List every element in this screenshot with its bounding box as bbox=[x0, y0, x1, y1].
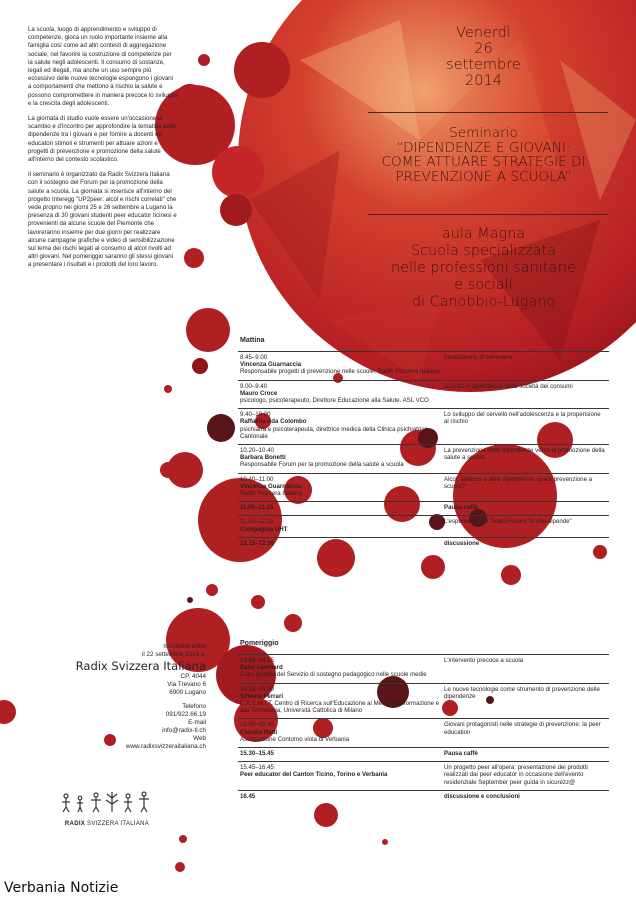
bubble bbox=[175, 862, 185, 872]
divider bbox=[368, 112, 608, 113]
registration-city: 6900 Lugano bbox=[169, 689, 206, 696]
schedule-row bbox=[238, 352, 609, 381]
speaker-role: Radix Svizzera Italiana bbox=[240, 490, 302, 498]
schedule-time: 8.45–9.00 bbox=[240, 354, 268, 361]
intro-paragraph: Il seminario è organizzato da Radix Svizzera Italiana con il sostegno del Forum per la promozione della salute a scuola. La giornata si inserisce all'interno del progetto Interegg "UP2peer: alcol e rischi correlati" che vede proprio nei giorni 25 e 26 settembre a Lugano la presenza di 30 giovani studenti peer educator ticinesi e provenienti da alcune scuole del Piemonte che lavoreranno insieme per due giorni per realizzare alcune campagne grafiche e video di sensibilizzazione sul tema dei rischi legati al consumo di alcol rivolti ad altri giovani. Nel pomeriggio saranno gli stessi giovani a presentare i risultati e i prodotti del loro lavoro. bbox=[28, 171, 177, 269]
session-topic: Giovani e dipendenze nella società dei consumi bbox=[444, 382, 573, 390]
venue-line: nelle professioni sanitarie bbox=[390, 260, 576, 276]
schedule-topic-cell bbox=[442, 719, 609, 748]
bubble bbox=[184, 248, 204, 268]
schedule-speaker-cell bbox=[238, 655, 442, 684]
web-label: Web bbox=[193, 735, 206, 742]
source-credit: Verbania Notizie bbox=[4, 880, 119, 896]
schedule-time: 12.15–12.30 bbox=[240, 539, 274, 547]
schedule-speaker-cell bbox=[238, 473, 442, 502]
schedule-time: 10.40–11.00 bbox=[240, 475, 274, 483]
session-topic: Pausa caffè bbox=[444, 504, 478, 512]
schedule-row bbox=[238, 380, 609, 409]
speaker-role: psicologo, psicoterapeuto, Direttore Educazione alla Salute. ASL VCO bbox=[240, 397, 429, 405]
bubble bbox=[220, 194, 252, 226]
registration-info bbox=[36, 643, 206, 751]
schedule-speaker-cell bbox=[238, 502, 442, 516]
schedule-row bbox=[238, 790, 609, 804]
schedule-row bbox=[238, 537, 609, 551]
schedule-time: 9.40–10.20 bbox=[240, 411, 271, 419]
schedule-row bbox=[238, 473, 609, 502]
schedule-topic-cell bbox=[442, 790, 609, 804]
schedule-topic-cell bbox=[442, 445, 609, 474]
session-topic: Le nuove tecnologie come strumento di prevenzione delle dipendenze bbox=[444, 685, 600, 700]
schedule-time: 14.15–15.00 bbox=[240, 685, 274, 693]
divider bbox=[368, 214, 608, 215]
schedule-time: 11.00–11.15 bbox=[240, 504, 274, 512]
bubble bbox=[198, 54, 210, 66]
venue-line: e sociali bbox=[454, 277, 513, 293]
bubble bbox=[0, 700, 16, 724]
speaker-role: Responsabile Forum per la promozione della salute a scuola bbox=[240, 461, 404, 469]
venue-line: Scuola specializzata bbox=[411, 243, 556, 259]
schedule-speaker-cell bbox=[238, 683, 442, 719]
intro-paragraph: La scuola, luogo di apprendimento e sviluppo di competenze, gioca un ruolo importante insieme alla famiglia così come ad altri contesti di aggregazione sociale, nel favorire la costruzione di competenze per la salute negli adolescenti. Il consumo di sostanze, legali ed illegali, ma anche un uso sempre più eccessivo delle nuove tecnologie espongono i giovani a comportamenti che mettono a rischio la salute e possono compromettere in maniera precoce lo sviluppo e la crescita degli adolescenti. bbox=[28, 26, 178, 107]
session-topic: Pausa caffè bbox=[444, 750, 478, 758]
schedule-topic-cell bbox=[442, 502, 609, 516]
bubble bbox=[234, 42, 290, 98]
schedule-speaker-cell bbox=[238, 445, 442, 474]
bubble bbox=[167, 452, 203, 488]
people-tree-icon bbox=[52, 788, 162, 814]
bubble bbox=[209, 421, 227, 439]
schedule-speaker-cell bbox=[238, 516, 442, 537]
tel-label: Telefono bbox=[182, 703, 206, 710]
schedule-speaker-cell bbox=[238, 719, 442, 748]
schedule-speaker-cell bbox=[238, 380, 442, 409]
email-label: E-mail bbox=[188, 719, 206, 726]
bubble bbox=[501, 565, 521, 585]
radix-logo bbox=[52, 788, 162, 827]
seminar-title-line: COME ATTUARE STRATEGIE DI bbox=[381, 154, 586, 170]
schedule-time: 10.20–10.40 bbox=[240, 447, 274, 455]
session-topic: discussione e conclusioni bbox=[444, 792, 520, 800]
speaker-name: Vincenza Guarnaccia bbox=[240, 361, 302, 369]
logo-text-bold: RADIX bbox=[64, 821, 86, 827]
schedule-row bbox=[238, 655, 609, 684]
bubble bbox=[206, 584, 218, 596]
date-month: settembre bbox=[446, 57, 521, 73]
date-number: 26 bbox=[474, 41, 493, 57]
session-topic: Alcol, tabacco e altre dipendenze: quale prevenzione a scuola? bbox=[444, 475, 593, 490]
logo-text-rest: SVIZZERA ITALIANA bbox=[85, 821, 150, 827]
date-year: 2014 bbox=[465, 73, 502, 89]
venue-line: di Canobbio-Lugano bbox=[411, 294, 556, 310]
session-topic: L'esperienza del Teatro Forum "di che dipende" bbox=[444, 518, 572, 526]
section-afternoon: Pomeriggio bbox=[240, 640, 279, 647]
schedule-row bbox=[238, 516, 609, 537]
schedule-afternoon bbox=[238, 654, 609, 804]
speaker-role: psichiatra e psicoterapeuta, direttrice medica della Clinica psichiatrica Cantonale bbox=[240, 425, 428, 440]
schedule-time: 15.45–16.45 bbox=[240, 764, 274, 772]
bubble bbox=[164, 385, 172, 393]
speaker-name: Barbara Bonetti bbox=[240, 454, 286, 462]
schedule-time: 15.00–15.30 bbox=[240, 721, 274, 729]
schedule-row bbox=[238, 502, 609, 516]
schedule-speaker-cell bbox=[238, 748, 442, 762]
schedule-row bbox=[238, 683, 609, 719]
schedule-time: 13.45–14.15 bbox=[240, 657, 274, 664]
bubble bbox=[212, 146, 264, 198]
speaker-name: Claudia Ratti bbox=[240, 728, 278, 736]
schedule-time: 9.00–9.40 bbox=[240, 382, 268, 390]
schedule-speaker-cell bbox=[238, 409, 442, 445]
schedule-topic-cell bbox=[442, 537, 609, 551]
session-topic: Lo sviluppo del cervello nell'adolescenza e la propensione al rischio bbox=[444, 411, 601, 426]
bubble bbox=[284, 614, 302, 632]
web-link[interactable]: www.radixsvizzeraitaliana.ch bbox=[125, 743, 206, 750]
schedule-topic-cell bbox=[442, 380, 609, 409]
schedule-topic-cell bbox=[442, 748, 609, 762]
schedule-topic-cell bbox=[442, 655, 609, 684]
schedule-topic-cell bbox=[442, 409, 609, 445]
bubble bbox=[192, 358, 208, 374]
schedule-speaker-cell bbox=[238, 537, 442, 551]
event-date bbox=[361, 25, 606, 89]
schedule-topic-cell bbox=[442, 473, 609, 502]
email-link[interactable]: info@radix-ti.ch bbox=[162, 727, 206, 734]
registration-cp: CP. 4044 bbox=[180, 673, 206, 680]
schedule-topic-cell bbox=[442, 516, 609, 537]
schedule-time: 15.30–15.45 bbox=[240, 750, 274, 758]
schedule-row bbox=[238, 762, 609, 791]
bubble bbox=[382, 839, 388, 845]
speaker-role: Capo gruppo del Servizio di sostegno pedagogico nelle scuole medie bbox=[240, 671, 427, 679]
bubble bbox=[187, 597, 193, 603]
schedule-speaker-cell bbox=[238, 352, 442, 381]
schedule-row bbox=[238, 409, 609, 445]
speaker-name: Compagnia UHT bbox=[240, 525, 288, 533]
seminar-label: Seminario bbox=[449, 125, 518, 141]
bubble bbox=[421, 555, 445, 579]
date-day: Venerdì bbox=[456, 25, 511, 41]
schedule-morning bbox=[238, 351, 609, 551]
schedule-topic-cell bbox=[442, 683, 609, 719]
venue-line: aula Magna bbox=[441, 226, 526, 242]
registration-line: il 22 settembre 2014 a: bbox=[141, 651, 206, 658]
registration-line: Iscrizione entro bbox=[163, 643, 206, 650]
speaker-name: Peer educator del Canton Ticino, Torino e Verbania bbox=[240, 771, 388, 779]
schedule-row bbox=[238, 748, 609, 762]
session-topic: Un progetto peer all'opera: presentazione dei prodotti realizzati dai peer educator in occasione dell'evento residenziale September peer guida in sicurezz@ bbox=[444, 764, 588, 786]
seminar-title bbox=[361, 126, 606, 184]
section-morning: Mattina bbox=[240, 337, 265, 344]
schedule-speaker-cell bbox=[238, 762, 442, 791]
intro-text bbox=[28, 26, 178, 277]
speaker-name: Vincenza Guarnaccia bbox=[240, 482, 302, 490]
registration-street: Via Trevano 6 bbox=[167, 681, 206, 688]
speaker-role: Responsabile progetti di prevenzione nelle scuole, Radix Svizzera Italiana bbox=[240, 368, 440, 376]
schedule-time: 16.45 bbox=[240, 792, 256, 800]
speaker-role: Associazione Contorno viola di Verbania bbox=[240, 735, 350, 743]
schedule-topic-cell bbox=[442, 352, 609, 381]
registration-org: Radix Svizzera Italiana bbox=[75, 659, 206, 673]
bubble bbox=[314, 803, 338, 827]
schedule-row bbox=[238, 719, 609, 748]
schedule-speaker-cell bbox=[238, 790, 442, 804]
schedule-time: 11.15–12.15 bbox=[240, 518, 274, 526]
seminar-title-line: PREVENZIONE A SCUOLA” bbox=[395, 168, 572, 185]
session-topic: L'intervento precoce a scuola bbox=[444, 657, 524, 664]
venue bbox=[361, 226, 606, 311]
session-topic: Introduzione al seminario bbox=[444, 354, 513, 361]
schedule-row bbox=[238, 445, 609, 474]
session-topic: La prevenzione delle dipendenze verso la promozione della salute a scuola bbox=[444, 447, 605, 462]
session-topic: Giovani protagonisti nelle strategie di prevenzione: la peer education bbox=[444, 721, 601, 736]
session-topic: discussione bbox=[444, 539, 480, 547]
bubble bbox=[179, 835, 187, 843]
intro-paragraph: La giornata di studio vuole essere un'occasione di scambio e d'incontro per approfondire la tematica delle dipendenze tra i giovani e per fornire a docenti ed educatori stimoli e strumenti per attuare azioni e progetti di prevenzione e promozione della salute all'interno del contesto scolastico. bbox=[28, 115, 176, 164]
speaker-name: Ester Lienhard bbox=[240, 664, 283, 672]
bubble bbox=[251, 595, 265, 609]
speaker-name: Simone Ferrari bbox=[240, 692, 284, 700]
speaker-name: Mauro Croce bbox=[240, 389, 278, 397]
speaker-role: C.R.E.M.I.T. Centro di Ricerca sull'Educazione ai Media all'informazione e alla Tecnologia, Università Cattolica di Milano bbox=[240, 700, 440, 715]
tel-value[interactable]: 091/922.66.19 bbox=[165, 711, 206, 718]
speaker-name: Raffaella Ada Colombo bbox=[240, 418, 307, 426]
schedule-topic-cell bbox=[442, 762, 609, 791]
logo-text bbox=[52, 821, 162, 827]
bubble bbox=[186, 308, 230, 352]
seminar-title-line: “DIPENDENZE E GIOVANI: bbox=[396, 139, 571, 156]
